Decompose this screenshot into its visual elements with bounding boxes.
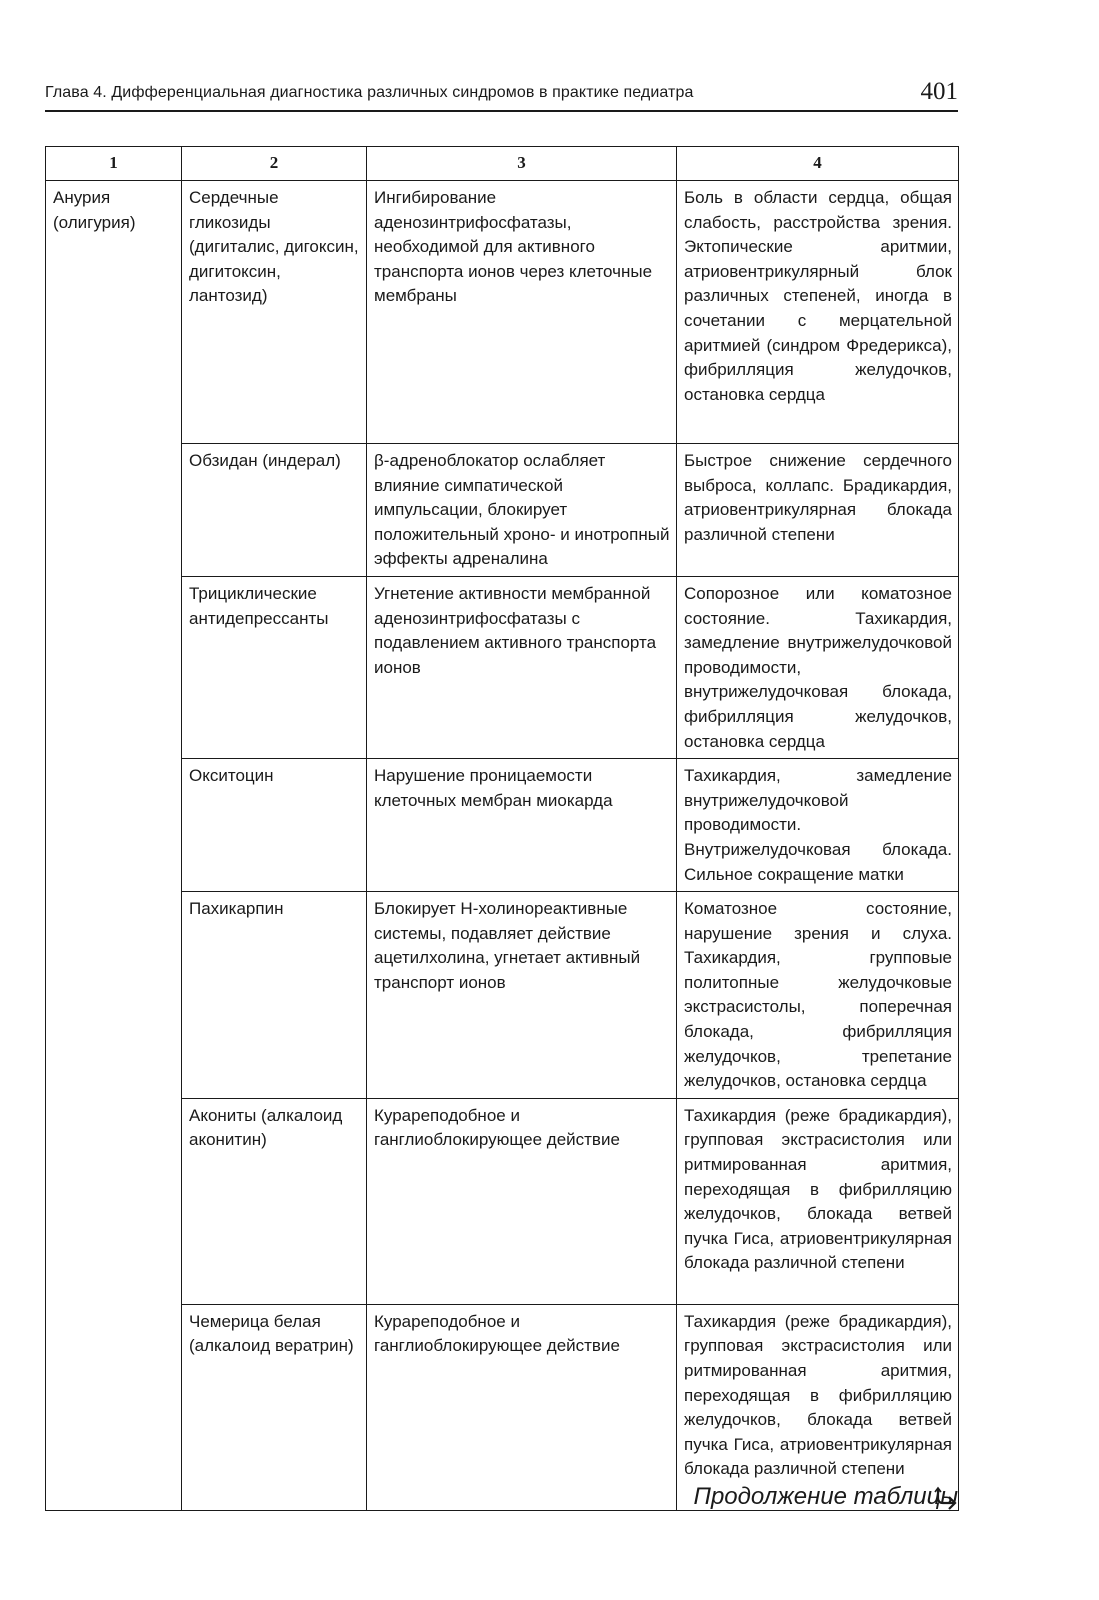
table-row <box>46 892 959 1099</box>
page-header <box>45 78 958 112</box>
table-row <box>46 576 959 758</box>
agent-cell: Трициклические антидепрессанты <box>182 576 367 758</box>
mechanism-cell: Курареподобное и ганглиоблокирующее действие <box>367 1304 677 1510</box>
agent-cell: Чемерица белая (алкалоид вератрин) <box>182 1304 367 1510</box>
symptoms-cell: Быстрое снижение сердечного выброса, коллапс. Брадикардия, атриовентрикулярная блокада различной степени <box>677 444 959 577</box>
mechanism-cell: Нарушение проницаемости клеточных мембран миокарда <box>367 759 677 892</box>
symptoms-cell: Тахикардия (реже брадикардия), групповая экстрасистолия или ритмированная аритмия, переходящая в фибрилляцию желудочков, блокада ветвей пучка Гиса, атриовентрикулярная блокада различной степени <box>677 1098 959 1304</box>
table-header-row <box>46 147 959 181</box>
table-row <box>46 1098 959 1304</box>
agent-cell: Сердечные гликозиды (дигиталис, дигоксин, дигитоксин, лантозид) <box>182 181 367 444</box>
agent-cell: Обзидан (индерал) <box>182 444 367 577</box>
mechanism-cell: Курареподобное и ганглиоблокирующее действие <box>367 1098 677 1304</box>
column-header: 3 <box>367 147 677 181</box>
symptoms-cell: Коматозное состояние, нарушение зрения и слуха. Тахикардия, групповые политопные желудочковые экстрасистолы, поперечная блокада, фибрилляция желудочков, трепетание желудочков, остановка сердца <box>677 892 959 1099</box>
symptoms-cell: Тахикардия, замедление внутрижелудочковой проводимости. Внутрижелудочковая блокада. Сильное сокращение матки <box>677 759 959 892</box>
chapter-title: Глава 4. Дифференциальная диагностика различных синдромов в практике педиатра <box>45 84 694 101</box>
turn-arrow-icon <box>934 1486 960 1510</box>
symptoms-cell: Боль в области сердца, общая слабость, расстройства зрения. Эктопические аритмии, атриовентрикулярный блок различных степеней, иногда в сочетании с мерцательной аритмией (синдром Фредерикса), фибрилляция желудочков, остановка сердца <box>677 181 959 444</box>
column-header: 1 <box>46 147 182 181</box>
table-row <box>46 759 959 892</box>
mechanism-cell: Блокирует Н-холинореактивные системы, подавляет действие ацетилхолина, угнетает активный транспорт ионов <box>367 892 677 1099</box>
agent-cell: Пахикарпин <box>182 892 367 1099</box>
symptoms-cell: Тахикардия (реже брадикардия), групповая экстрасистолия или ритмированная аритмия, переходящая в фибрилляцию желудочков, блокада ветвей пучка Гиса, атриовентрикулярная блокада различной степени <box>677 1304 959 1510</box>
mechanism-cell: Угнетение активности мембранной аденозинтрифосфатазы с подавлением активного транспорта ионов <box>367 576 677 758</box>
continuation-note: Продолжение таблицы <box>693 1483 958 1510</box>
column-header: 4 <box>677 147 959 181</box>
agent-cell: Акониты (алкалоид аконитин) <box>182 1098 367 1304</box>
table-row <box>46 444 959 577</box>
symptoms-cell: Сопорозное или коматозное состояние. Тахикардия, замедление внутрижелудочковой проводимости, внутрижелудочковая блокада, фибрилляция желудочков, остановка сердца <box>677 576 959 758</box>
data-table <box>45 146 959 1511</box>
table-row <box>46 1304 959 1510</box>
mechanism-cell: β-адреноблокатор ослабляет влияние симпатической импульсации, блокирует положительный хроно- и инотропный эффекты адреналина <box>367 444 677 577</box>
syndrome-cell: Анурия (олигурия) <box>46 181 182 1511</box>
mechanism-cell: Ингибирование аденозинтрифосфатазы, необходимой для активного транспорта ионов через клеточные мембраны <box>367 181 677 444</box>
page-number: 401 <box>920 78 958 105</box>
agent-cell: Окситоцин <box>182 759 367 892</box>
table-row <box>46 181 959 444</box>
column-header: 2 <box>182 147 367 181</box>
